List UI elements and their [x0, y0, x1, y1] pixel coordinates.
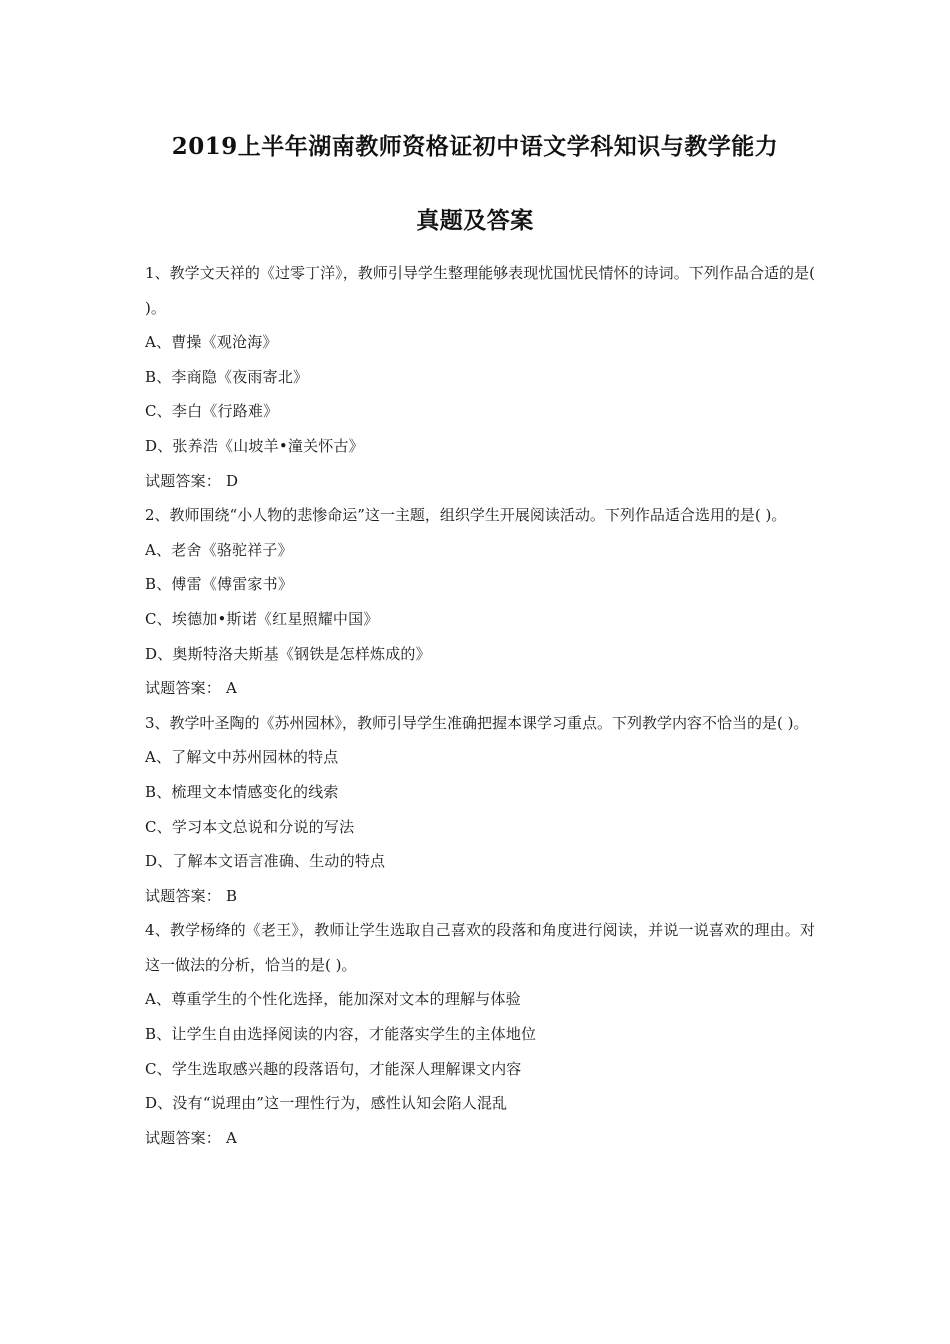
option-b: B、梳理文本情感变化的线索 [145, 782, 339, 801]
question-stem: 1、教学文天祥的《过零丁洋》，教师引导学生整理能够表现忧国忧民情怀的诗词。下列作品合适的是( )。 [145, 264, 815, 317]
question-1 [145, 256, 815, 498]
document-title-line1: 2019上半年湖南教师资格证初中语文学科知识与教学能力 [171, 133, 779, 160]
option-d: D、张养浩《山坡羊•潼关怀古》 [145, 436, 364, 455]
option-d: D、了解本文语言准确、生动的特点 [145, 852, 386, 871]
question-stem: 3、教学叶圣陶的《苏州园林》，教师引导学生准确把握本课学习重点。下列教学内容不恰当的是( )。 [145, 713, 809, 732]
option-c: C、李白《行路难》 [145, 402, 279, 421]
question-list [145, 256, 815, 1155]
option-a: A、尊重学生的个性化选择，能加深对文本的理解与体验 [145, 990, 521, 1009]
option-d: D、奥斯特洛夫斯基《钢铁是怎样炼成的》 [145, 644, 431, 663]
answer: 试题答案： A [145, 679, 238, 698]
answer: 试题答案： A [145, 1128, 238, 1147]
question-stem: 4、教学杨绛的《老王》，教师让学生选取自己喜欢的段落和角度进行阅读，并说一说喜欢的理由。对这一做法的分析，恰当的是( )。 [145, 921, 815, 974]
option-d: D、没有“说理由”这一理性行为，感性认知会陷人混乱 [145, 1094, 508, 1113]
question-3 [145, 706, 815, 914]
question-4 [145, 913, 815, 1155]
option-b: B、让学生自由选择阅读的内容，才能落实学生的主体地位 [145, 1025, 537, 1044]
option-b: B、李商隐《夜雨寄北》 [145, 367, 309, 386]
option-a: A、曹操《观沧海》 [145, 333, 278, 352]
answer: 试题答案： D [145, 471, 239, 490]
option-a: A、老舍《骆驼祥子》 [145, 540, 293, 559]
option-b: B、傅雷《傅雷家书》 [145, 575, 294, 594]
option-a: A、了解文中苏州园林的特点 [145, 748, 339, 767]
question-2 [145, 498, 815, 706]
option-c: C、学习本文总说和分说的写法 [145, 817, 355, 836]
option-c: C、埃德加•斯诺《红星照耀中国》 [145, 609, 379, 628]
answer: 试题答案： B [145, 886, 238, 905]
question-stem: 2、教师围绕“小人物的悲惨命运”这一主题，组织学生开展阅读活动。下列作品适合选用的是( )。 [145, 506, 787, 525]
document-title-line2: 真题及答案 [416, 207, 534, 234]
option-c: C、学生选取感兴趣的段落语句，才能深人理解课文内容 [145, 1059, 522, 1078]
